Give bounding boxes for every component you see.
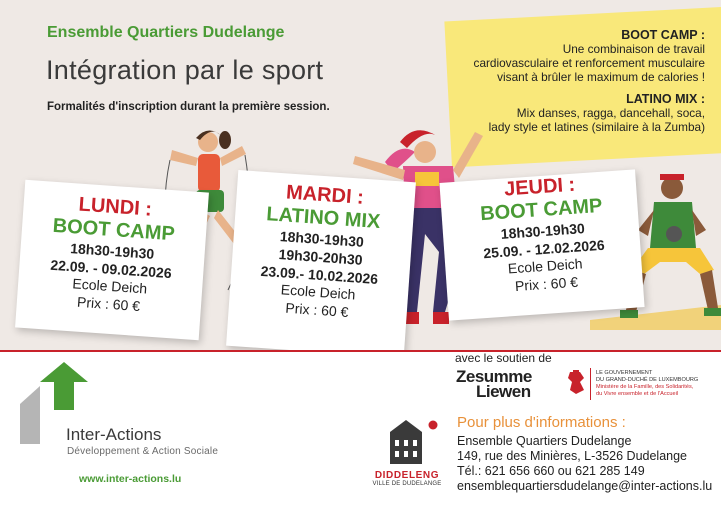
- session-activity: BOOT CAMP: [479, 194, 604, 226]
- bootcamp-desc-2: cardiovasculaire et renforcement musculaire: [473, 56, 705, 70]
- gov-divider: [590, 368, 591, 400]
- session-dates: 25.09. - 12.02.2026: [482, 236, 606, 262]
- session-price: Prix : 60 €: [514, 273, 579, 295]
- bootcamp-title: BOOT CAMP :: [621, 28, 705, 42]
- session-day: JEUDI :: [503, 173, 576, 201]
- session-day: MARDI :: [285, 181, 365, 209]
- bootcamp-desc-3: visant à brûler le maximum de calories !: [497, 70, 705, 84]
- session-place: Ecole Deich: [507, 255, 584, 277]
- luxembourg-lion-icon: [566, 370, 586, 396]
- zesumme-liewen-logo: Zesumme Liewen: [456, 367, 532, 401]
- session-place: Ecole Deich: [280, 281, 356, 303]
- session-price: Prix : 60 €: [76, 293, 141, 315]
- session-activity: BOOT CAMP: [51, 214, 176, 246]
- inter-actions-url[interactable]: www.inter-actions.lu: [79, 473, 182, 485]
- contact-org: Ensemble Quartiers Dudelange: [457, 434, 632, 448]
- info-box: [440, 28, 705, 134]
- contact-address: 149, rue des Minières, L-3526 Dudelange: [457, 449, 688, 463]
- org-title: Ensemble Quartiers Dudelange: [47, 24, 285, 41]
- inter-actions-name: Inter-Actions: [66, 425, 162, 444]
- dudelange-seal-icon: [428, 420, 438, 430]
- dudelange-logo: DIDDELENG VILLE DE DUDELANGE: [372, 470, 442, 487]
- session-dates: 22.09. - 09.02.2026: [49, 256, 173, 282]
- formalities-note: Formalités d'inscription durant la première session.: [47, 101, 330, 113]
- session-tuesday: [228, 178, 415, 325]
- support-label: avec le soutien de: [455, 351, 552, 365]
- session-thursday: [442, 169, 644, 299]
- contact-email[interactable]: ensemblequartiersdudelange@inter-actions.lu: [457, 479, 713, 493]
- session-time-2: 19h30-20h30: [278, 246, 364, 268]
- page-title: Intégration par le sport: [46, 55, 324, 85]
- session-price: Prix : 60 €: [284, 299, 349, 321]
- contact-block: [457, 434, 712, 494]
- session-place: Ecole Deich: [71, 275, 148, 297]
- gov-logo-text: LE GOUVERNEMENT DU GRAND-DUCHÉ DE LUXEMBOURG Ministère de la Famille, des Solidarités, du Vivre ensemble et de l'Accueil: [596, 370, 699, 397]
- contact-phone: Tél.: 621 656 660 ou 621 285 149: [457, 464, 645, 478]
- session-day: LUNDI :: [77, 193, 153, 221]
- session-dates: 23.09.- 10.02.2026: [260, 262, 379, 288]
- more-info-heading: Pour plus d'informations :: [457, 414, 626, 431]
- session-time: 18h30-19h30: [279, 228, 365, 250]
- bootcamp-desc-1: Une combinaison de travail: [562, 42, 705, 56]
- latino-desc-2: lady style et latines (similaire à la Zumba): [488, 120, 705, 134]
- inter-actions-desc: Développement & Action Sociale: [67, 446, 219, 457]
- dudelange-castle-icon: [384, 418, 428, 466]
- session-activity: LATINO MIX: [265, 203, 381, 234]
- session-monday: [18, 190, 206, 319]
- session-time: 18h30-19h30: [500, 220, 586, 242]
- latino-desc-1: Mix danses, ragga, dancehall, soca,: [516, 106, 705, 120]
- latino-title: LATINO MIX :: [626, 92, 705, 106]
- session-time: 18h30-19h30: [69, 240, 155, 262]
